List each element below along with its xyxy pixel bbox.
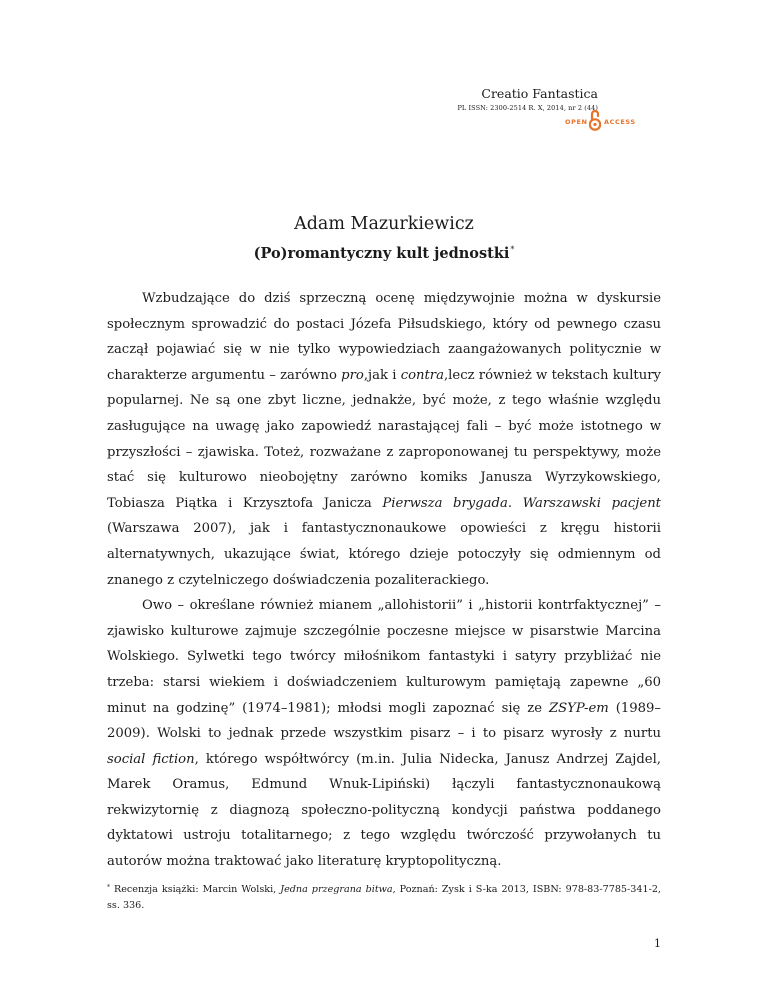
text-run: (1989–2009). Wolski to jednak przede wszystkim pisarz – i to pisarz wyrosły z nurtu xyxy=(107,700,661,742)
text-run: , którego współtwórcy (m.in. Julia Nidecka, Janusz Andrzej Zajdel, Marek Oramus, Edmund Wnuk-Lipiński) łączyli fantastycznonaukową rekwizytornię z diagnozą społeczno-polityczną kondycji państwa poddanego dyktatowi ustroju totalitarnego; z tego względu twórczość przywołanych tu autorów można traktować jako literaturę kryptopolityczną. xyxy=(107,751,662,870)
footnote xyxy=(107,880,661,914)
italic-run: social fiction xyxy=(107,751,195,767)
author-name: Adam Mazurkiewicz xyxy=(294,214,474,234)
article-body xyxy=(107,286,661,875)
text-run: Wzbudzające do dziś sprzeczną ocenę międzywojnie można w dyskursie społecznym sprowadzić do postaci Józefa Piłsudskiego, który od pewnego czasu zaczął pojawiać się w nie tylko wypowiedziach zaangażowanych politycznie w charakterze argumentu – zarówno xyxy=(107,291,661,383)
italic-run: Pierwsza brygada. Warszawski pacjent xyxy=(382,495,661,511)
text-run: Recenzja książki: Marcin Wolski, xyxy=(110,884,281,895)
journal-title: Creatio Fantastica xyxy=(481,86,598,101)
text-run: Owo – określane również mianem „allohistorii” i „historii kontrfaktycznej” – zjawisko kulturowe zajmuje szczególnie poczesne miejsce w pisarstwie Marcina Wolskiego. Sylwetki tego twórcy miłośnikom fantastyki i satyry przybliżać nie trzeba: starsi wiekiem i doświadczeniem kulturowym pamiętają zapewne „60 minut na godzinę” (1974–1981); młodsi mogli zapoznać się ze xyxy=(107,598,661,716)
paragraph-1 xyxy=(107,286,661,593)
paragraph-2 xyxy=(107,593,661,875)
footnote-ref-mark: * xyxy=(510,245,515,254)
open-access-lock-icon xyxy=(589,108,601,132)
italic-run: pro xyxy=(341,367,364,383)
italic-run: ZSYP-em xyxy=(548,700,609,716)
text-run: , Poznań: Zysk i S-ka 2013, ISBN: 978-83-7785-341-2, ss. 336. xyxy=(107,884,661,911)
oa-word-access: ACCESS xyxy=(604,118,636,126)
article-title-text: (Po)romantyczny kult jednostki xyxy=(253,245,510,262)
page-number: 1 xyxy=(654,937,661,950)
italic-run: Jedna przegrana bitwa xyxy=(280,884,393,895)
issn-line: PL ISSN: 2300-2514 R. X, 2014, nr 2 (44) xyxy=(457,104,598,112)
text-run: (Warszawa 2007), jak i fantastycznonaukowe opowieści z kręgu historii alternatywnych, ukazujące świat, którego dzieje potoczyły się odmiennym od znanego z czytelniczego doświadczenia pozaliterackiego. xyxy=(107,521,661,588)
footnote-mark: * xyxy=(107,884,110,891)
text-run: ,jak i xyxy=(363,367,401,383)
text-run: ,lecz również w tekstach kultury popularnej. Ne są one zbyt liczne, jednakże, być może, z tego właśnie względu zasługujące na uwagę jako zapowiedź narastającej fali – być może istotnego w przyszłości – zjawiska. Toteż, rozważane z zaproponowanej tu perspektywy, może stać się kulturowo nieobojętny zarówno komiks Janusza Wyrzykowskiego, Tobiasza Piątka i Krzysztofa Janicza xyxy=(107,367,661,511)
oa-word-open: OPEN xyxy=(565,118,588,126)
open-access-logo xyxy=(565,108,670,134)
article-title xyxy=(0,245,768,262)
italic-run: contra xyxy=(400,367,444,383)
